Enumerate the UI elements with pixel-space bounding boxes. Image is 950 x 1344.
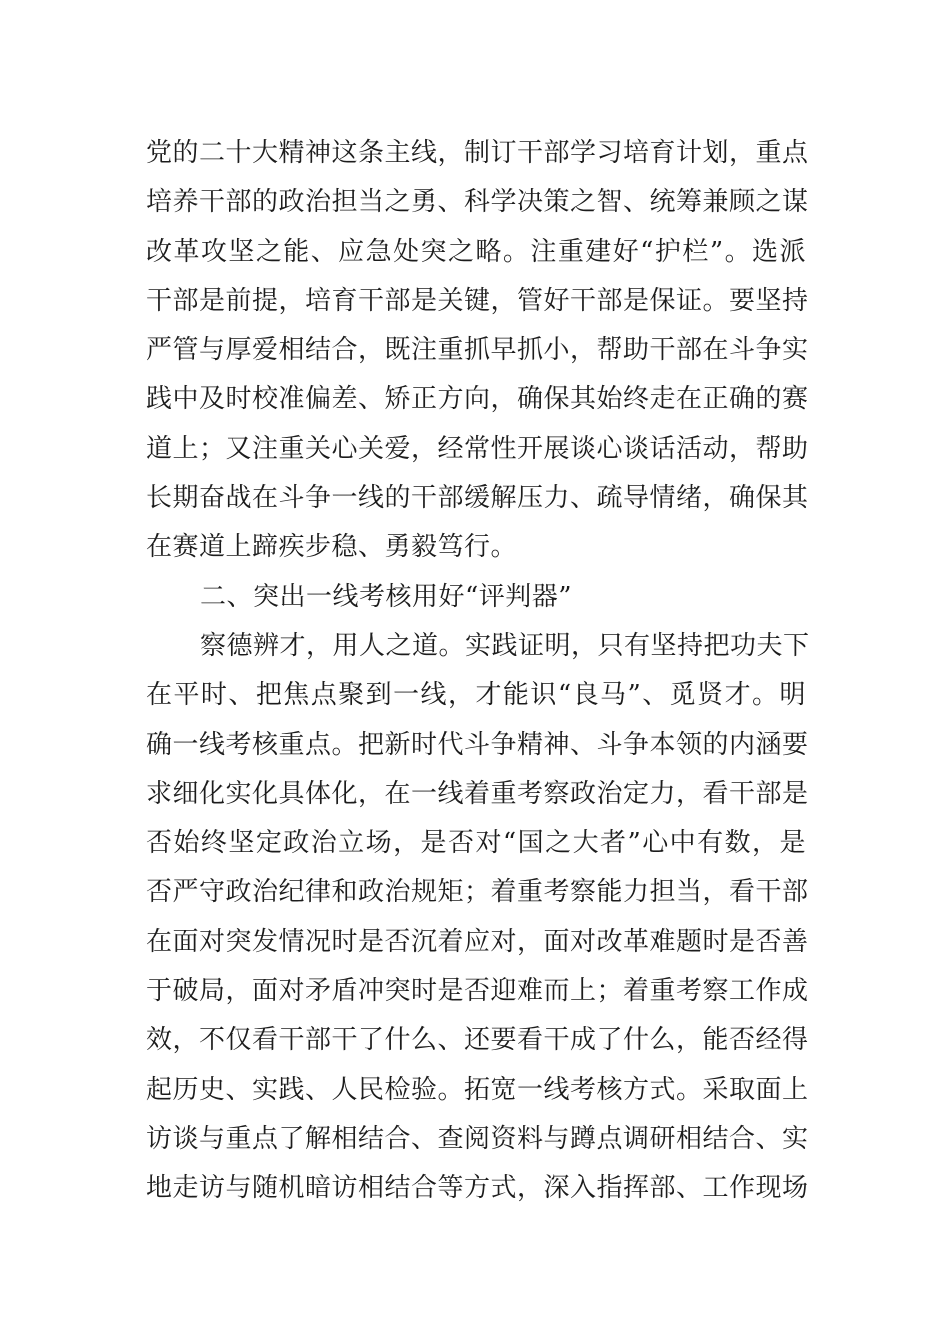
- text-line: 求细化实化具体化，在一线着重考察政治定力，看干部是: [146, 778, 809, 809]
- text-line: 于破局，面对矛盾冲突时是否迎难而上；着重考察工作成: [146, 976, 809, 1007]
- text-line: 党的二十大精神这条主线，制订干部学习培育计划，重点: [146, 138, 809, 168]
- text-line: 否严守政治纪律和政治规矩；着重考察能力担当，看干部: [146, 877, 809, 908]
- text-line: 在面对突发情况时是否沉着应对，面对改革难题时是否善: [146, 926, 809, 957]
- text-line: 否始终坚定政治立场，是否对“国之大者”心中有数，是: [146, 828, 806, 859]
- text-line: 培养干部的政治担当之勇、科学决策之智、统筹兼顾之谋: [146, 187, 809, 218]
- document-body: [146, 129, 810, 1214]
- text-line: 起历史、实践、人民检验。拓宽一线考核方式。采取面上: [146, 1074, 809, 1105]
- text-line: 访谈与重点了解相结合、查阅资料与蹲点调研相结合、实: [146, 1123, 809, 1154]
- text-line: 改革攻坚之能、应急处突之略。注重建好“护栏”。选派: [146, 236, 806, 267]
- text-line: 践中及时校准偏差、矫正方向，确保其始终走在正确的赛: [146, 384, 809, 415]
- text-line: 长期奋战在斗争一线的干部缓解压力、疏导情绪，确保其: [146, 483, 809, 514]
- text-line: 地走访与随机暗访相结合等方式，深入指挥部、工作现场: [146, 1173, 809, 1204]
- text-line: 察德辨才，用人之道。实践证明，只有坚持把功夫下: [200, 630, 810, 661]
- text-line: 在平时、把焦点聚到一线，才能识“良马”、觅贤才。明: [146, 680, 806, 711]
- text-line: 干部是前提，培育干部是关键，管好干部是保证。要坚持: [146, 285, 809, 316]
- text-line: 严管与厚爱相结合，既注重抓早抓小，帮助干部在斗争实: [146, 335, 809, 366]
- section-heading: 二、突出一线考核用好“评判器”: [200, 581, 573, 612]
- text-line: 道上；又注重关心关爱，经常性开展谈心谈话活动，帮助: [146, 433, 809, 464]
- text-line: 效，不仅看干部干了什么、还要看干成了什么，能否经得: [146, 1025, 809, 1056]
- text-line: 确一线考核重点。把新时代斗争精神、斗争本领的内涵要: [146, 729, 809, 760]
- text-line: 在赛道上蹄疾步稳、勇毅笃行。: [146, 532, 518, 563]
